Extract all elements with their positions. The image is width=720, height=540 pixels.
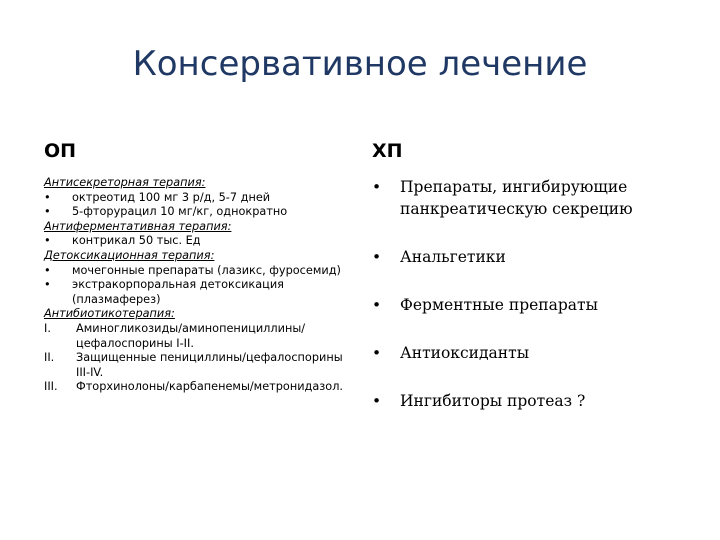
section-title-detox: Детоксикационная терапия: [44,248,215,262]
list-item: II. Защищенные пенициллины/цефалоспорины III-IV. [44,351,343,379]
bullet-icon: • [44,263,51,277]
list-item: • Ингибиторы протеаз ? [372,392,586,410]
list-number: III. [44,380,58,394]
list-item: • Антиоксиданты [372,344,530,362]
list-item: • экстракорпоральная детоксикация (плазмаферез) [44,278,284,306]
list-item: • Анальгетики [372,248,506,266]
list-item: • контрикал 50 тыс. Ед [44,234,201,248]
slide-title: Консервативное лечение [132,44,588,84]
list-item: • мочегонные препараты (лазикс, фуросемид) [44,263,341,277]
bullet-icon: • [44,190,51,204]
list-item: • Препараты, ингибирующие панкреатическую секрецию [372,178,633,218]
bullet-icon: • [372,296,382,314]
list-number: II. [44,351,55,365]
list-item: • 5-фторурацил 10 мг/кг, однократно [44,205,288,219]
list-item: I. Аминогликозиды/аминопенициллины/цефалоспорины I-II. [44,321,306,350]
bullet-icon: • [372,178,382,196]
section-title-antienzyme: Антиферментативная терапия: [44,219,232,233]
bullet-icon: • [372,344,382,362]
left-heading: ОП [44,140,77,162]
left-column [44,176,349,395]
list-number: I. [44,321,51,335]
right-heading: ХП [372,140,403,162]
bullet-icon: • [44,234,51,248]
section-title-antibiotic: Антибиотикотерапия: [44,307,175,321]
section-title-antisecretory: Антисекреторная терапия: [44,176,206,189]
bullet-icon: • [44,278,51,292]
list-item: • октреотид 100 мг 3 р/д, 5-7 дней [44,190,271,204]
list-item: III. Фторхинолоны/карбапенемы/метронидазол. [44,380,344,394]
list-item: • Ферментные препараты [372,296,598,314]
bullet-icon: • [372,392,382,410]
bullet-icon: • [44,205,51,219]
bullet-icon: • [372,248,382,266]
